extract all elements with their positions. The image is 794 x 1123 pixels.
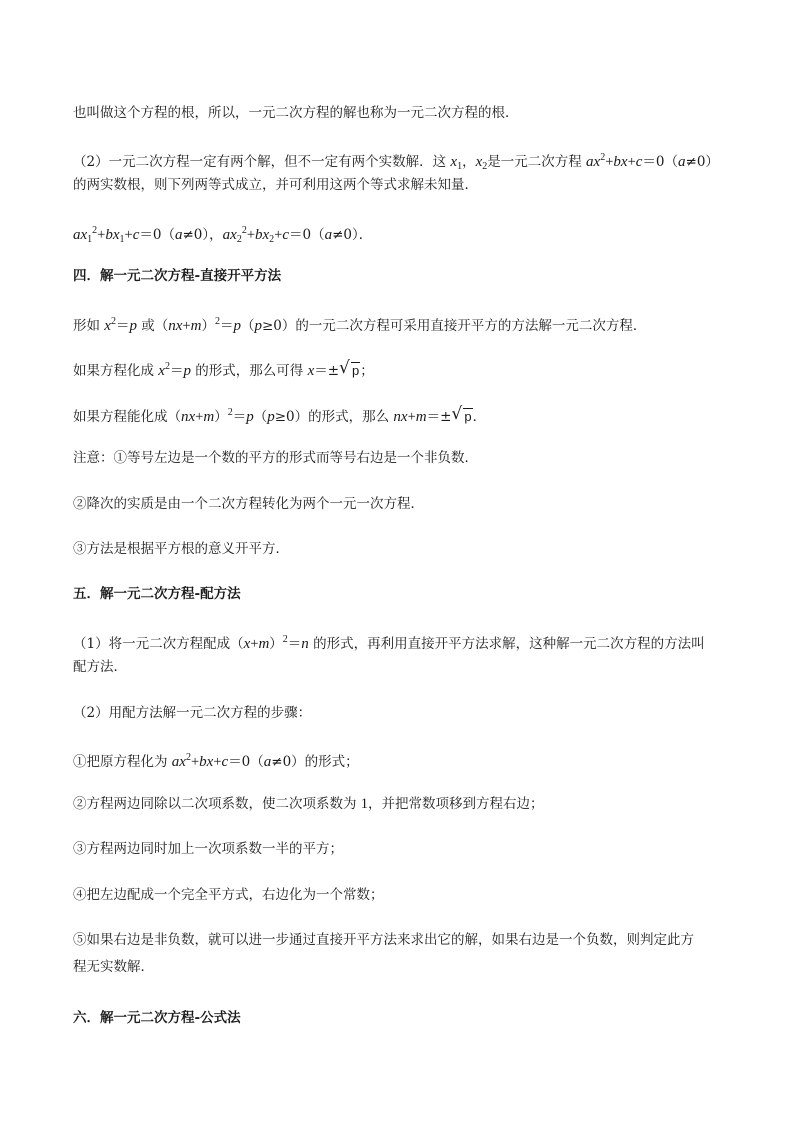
- text: ②方程两边同除以二次项系数，使二次项系数为: [73, 796, 361, 812]
- math-var: ax: [222, 227, 237, 243]
- paragraph-line: [73, 957, 733, 977]
- text: ＝0（: [642, 154, 679, 170]
- math-sup: 2: [185, 752, 191, 763]
- text: ．: [472, 409, 487, 425]
- text: ＝0（: [289, 227, 325, 243]
- paragraph-line: [73, 494, 733, 514]
- text: 的形式，再利用直接开平方法求解，这种解一元二次方程的方法叫: [308, 636, 705, 652]
- math-var: n: [301, 636, 309, 652]
- text: ≠0）的形式；: [271, 754, 359, 770]
- math-num: 1: [360, 796, 369, 812]
- paragraph-line: [73, 448, 733, 468]
- math-var: bx: [613, 154, 628, 170]
- paragraph-line: [73, 657, 733, 677]
- text: ③方法是根据平方根的意义开平方．: [73, 541, 289, 557]
- math-sub: 1: [119, 234, 125, 245]
- math-sup: 2: [600, 152, 606, 163]
- text: 的两实数根，则下列两等式成立，并可利用这两个等式求解未知量．: [73, 177, 478, 193]
- text: 是一元二次方程: [487, 154, 587, 170]
- math-var: a: [324, 227, 333, 243]
- paragraph-line: [73, 357, 733, 381]
- heading-text: 六．解一元二次方程-公式法: [73, 1010, 241, 1026]
- text: 的形式，那么可得: [190, 363, 308, 379]
- paragraph-line: [73, 312, 733, 336]
- text: 配方法．: [73, 659, 127, 675]
- math-var: bx: [105, 227, 120, 243]
- text: ）: [269, 636, 283, 652]
- math-var: x: [158, 363, 165, 379]
- text: ③方程两边同时加上一次项系数一半的平方；: [73, 841, 343, 857]
- math-var: x: [104, 318, 111, 334]
- text: 如果方程化成: [73, 363, 159, 379]
- math-sub: 2: [269, 234, 275, 245]
- math-var: ax: [586, 154, 601, 170]
- math-var: p: [183, 363, 191, 379]
- math-var: x: [475, 154, 483, 170]
- math-var: ax: [171, 754, 186, 770]
- section-heading: [73, 266, 733, 286]
- math-var: a: [174, 227, 183, 243]
- math-op: +: [213, 754, 222, 770]
- math-var: m: [415, 409, 427, 425]
- math-var: p: [246, 409, 254, 425]
- formula-line: [73, 221, 733, 250]
- math-var: a: [263, 754, 272, 770]
- paragraph-line: [73, 403, 733, 427]
- text: （1）将一元二次方程配成（: [73, 636, 244, 652]
- math-var: nx: [181, 409, 196, 425]
- section-heading: [73, 1008, 733, 1028]
- heading-text: 四．解一元二次方程-直接开平方法: [73, 268, 282, 284]
- math-var: c: [132, 227, 140, 243]
- math-var: x: [450, 154, 458, 170]
- text: 如果方程能化成（: [73, 409, 181, 425]
- math-sup: 2: [241, 225, 247, 236]
- math-op: +: [250, 636, 259, 652]
- math-var: ax: [73, 227, 88, 243]
- math-op: +: [274, 227, 283, 243]
- math-var: p: [254, 318, 262, 334]
- text: （: [240, 318, 255, 334]
- math-var: x: [307, 363, 315, 379]
- math-sup: 2: [214, 316, 220, 327]
- paragraph-line: [73, 794, 733, 814]
- text: ＝: [219, 318, 234, 334]
- text: ，: [462, 154, 476, 170]
- heading-text: 五．解一元二次方程-配方法: [73, 586, 241, 602]
- text: （2）用配方法解一元二次方程的步骤：: [73, 705, 312, 721]
- math-sup: 2: [282, 634, 288, 645]
- math-var: bx: [199, 754, 214, 770]
- text: ⑤如果右边是非负数，就可以进一步通过直接开平方法来求出它的解，如果右边是一个负数，则判定此方: [73, 932, 694, 948]
- math-op: +: [190, 754, 200, 770]
- text: 或（: [136, 318, 169, 334]
- text: 也叫做这个方程的根，所以，一元二次方程的解也称为一元二次方程的根．: [73, 105, 519, 121]
- text: ）: [201, 318, 215, 334]
- text: 注意：①等号左边是一个数的平方的形式而等号右边是一个非负数．: [73, 450, 478, 466]
- radicand: p: [352, 363, 360, 378]
- math-var: p: [129, 318, 137, 334]
- text: ≥0）的一元二次方程可采用直接开平方的方法解一元二次方程．: [261, 318, 647, 334]
- math-var: p: [233, 318, 241, 334]
- math-var: bx: [255, 227, 270, 243]
- paragraph-line: [73, 885, 733, 905]
- text: （: [253, 409, 268, 425]
- paragraph-line: [73, 539, 733, 559]
- text: ＝0（: [228, 754, 264, 770]
- text: ＝: [287, 636, 302, 652]
- text: ＝±: [426, 409, 452, 425]
- math-op: +: [182, 318, 191, 334]
- math-var: m: [258, 636, 270, 652]
- math-sup: 2: [164, 361, 170, 372]
- text: ，并把常数项移到方程右边；: [368, 796, 544, 812]
- text: ）: [214, 409, 228, 425]
- math-var: c: [282, 227, 290, 243]
- paragraph-line: [73, 630, 733, 654]
- math-var: x: [243, 636, 251, 652]
- math-var: nx: [168, 318, 183, 334]
- paragraph-line: [73, 148, 733, 177]
- text: 形如: [73, 318, 105, 334]
- text: 程无实数解．: [73, 959, 154, 975]
- text: （2）一元二次方程一定有两个解，但不一定有两个实数解．这: [73, 154, 451, 170]
- math-var: a: [678, 154, 686, 170]
- paragraph-line: [73, 930, 733, 950]
- math-op: +: [627, 154, 636, 170]
- math-sub: 2: [482, 161, 488, 172]
- math-var: c: [221, 754, 229, 770]
- math-var: p: [267, 409, 275, 425]
- text: ＝: [169, 363, 184, 379]
- math-op: +: [195, 409, 204, 425]
- math-sub: 2: [236, 234, 242, 245]
- paragraph-line: [73, 175, 733, 195]
- math-op: +: [124, 227, 133, 243]
- sqrt-expression: [339, 358, 360, 381]
- text: ＝±: [314, 363, 340, 379]
- math-op: +: [97, 227, 106, 243]
- text: ＝: [115, 318, 130, 334]
- paragraph-line: [73, 103, 733, 123]
- text: ＝: [232, 409, 247, 425]
- math-sup: 2: [227, 407, 233, 418]
- text: ≠0）．: [332, 227, 373, 243]
- text: ≠0），: [182, 227, 223, 243]
- text: ①把原方程化为: [73, 754, 172, 770]
- radicand: p: [464, 409, 472, 424]
- math-sup: 2: [110, 316, 116, 327]
- math-var: nx: [393, 409, 408, 425]
- text: ④把左边配成一个完全平方式，右边化为一个常数；: [73, 887, 384, 903]
- paragraph-line: [73, 703, 733, 723]
- radical-icon: √: [451, 404, 463, 424]
- section-heading: [73, 584, 733, 604]
- math-var: m: [190, 318, 202, 334]
- math-sup: 2: [92, 225, 98, 236]
- sqrt-expression: [451, 404, 472, 427]
- math-op: +: [407, 409, 416, 425]
- paragraph-line: [73, 748, 733, 772]
- math-op: +: [246, 227, 255, 243]
- text: ；: [360, 363, 374, 379]
- text: ≥0）的形式，那么: [274, 409, 394, 425]
- text: ②降次的实质是由一个二次方程转化为两个一元一次方程．: [73, 496, 424, 512]
- math-var: c: [635, 154, 643, 170]
- paragraph-line: [73, 839, 733, 859]
- math-var: m: [203, 409, 215, 425]
- radical-icon: √: [339, 358, 350, 378]
- text: ＝0（: [139, 227, 175, 243]
- math-sub: 1: [87, 234, 93, 245]
- math-sub: 1: [457, 161, 463, 172]
- text: ≠0）: [685, 154, 719, 170]
- math-op: +: [605, 154, 614, 170]
